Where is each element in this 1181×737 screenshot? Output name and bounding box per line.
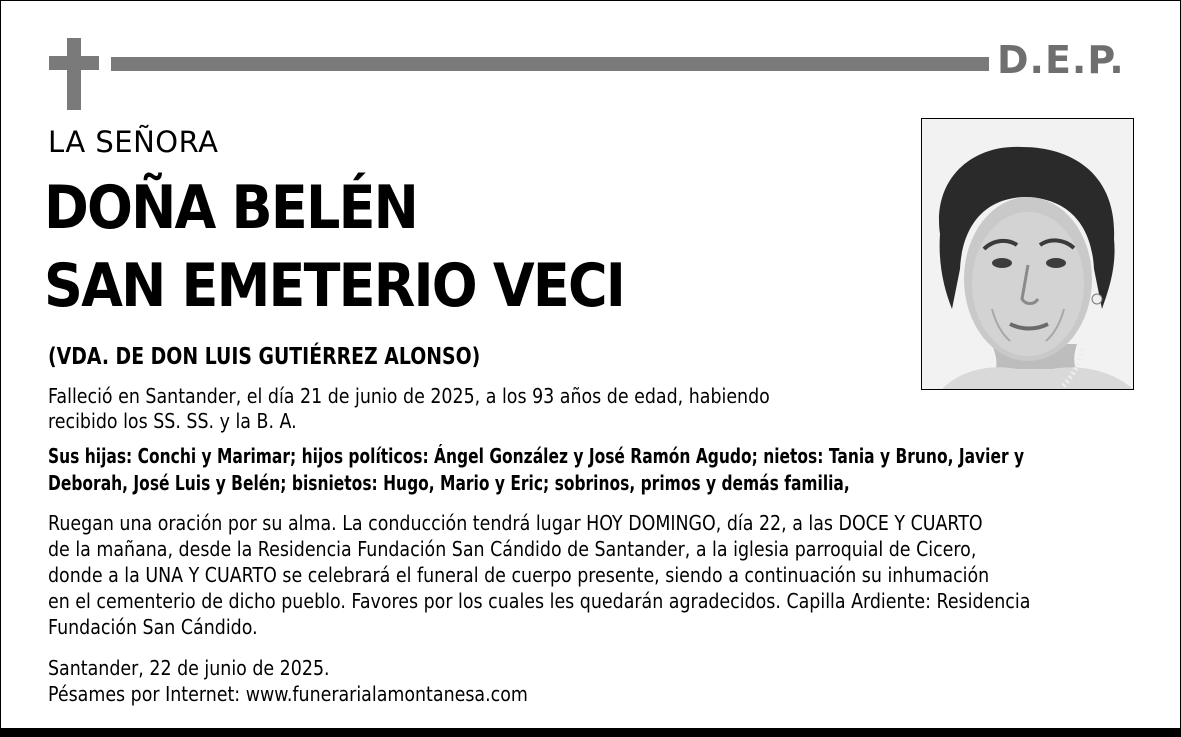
service-line: Ruegan una oración por su alma. La conducción tendrá lugar HOY DOMINGO, día 22, a las DOCE Y CUARTO xyxy=(48,511,983,535)
service-line: de la mañana, desde la Residencia Fundación San Cándido de Santander, a la iglesia parroquial de Cicero, xyxy=(48,537,977,561)
family-line: Sus hijas: Conchi y Marimar; hijos políticos: Ángel González y José Ramón Agudo; nietos: Tania y Bruno, Javier y xyxy=(48,444,1025,468)
header-rule xyxy=(111,57,989,71)
portrait-image xyxy=(922,119,1133,389)
portrait-photo xyxy=(921,118,1134,390)
service-line: donde a la UNA Y CUARTO se celebrará el funeral de cuerpo presente, siendo a continuación su inhumación xyxy=(48,563,990,587)
widow-of: (VDA. DE DON LUIS GUTIÉRREZ ALONSO) xyxy=(48,344,481,370)
service-line: en el cementerio de dicho pueblo. Favores por los cuales les quedarán agradecidos. Capilla Ardiente: Residencia xyxy=(48,589,1031,613)
date-line: Santander, 22 de junio de 2025. xyxy=(48,656,330,680)
bottom-border-bar xyxy=(0,728,1181,737)
death-notice-line: Falleció en Santander, el día 21 de junio de 2025, a los 93 años de edad, habiendo xyxy=(48,384,770,408)
condolences-line: Pésames por Internet: www.funerarialamontanesa.com xyxy=(48,682,528,706)
service-line: Fundación San Cándido. xyxy=(48,615,258,639)
cross-horizontal-bar xyxy=(49,56,99,70)
honorific: LA SEÑORA xyxy=(48,125,219,159)
deceased-name-line-2: SAN EMETERIO VECI xyxy=(44,251,625,321)
deceased-name-line-1: DOÑA BELÉN xyxy=(44,173,418,243)
dep-label: D.E.P. xyxy=(997,38,1125,82)
death-notice-line: recibido los SS. SS. y la B. A. xyxy=(48,409,297,433)
cross-vertical-bar xyxy=(67,38,81,110)
family-line: Deborah, José Luis y Belén; bisnietos: Hugo, Mario y Eric; sobrinos, primos y demás familia, xyxy=(48,471,850,495)
